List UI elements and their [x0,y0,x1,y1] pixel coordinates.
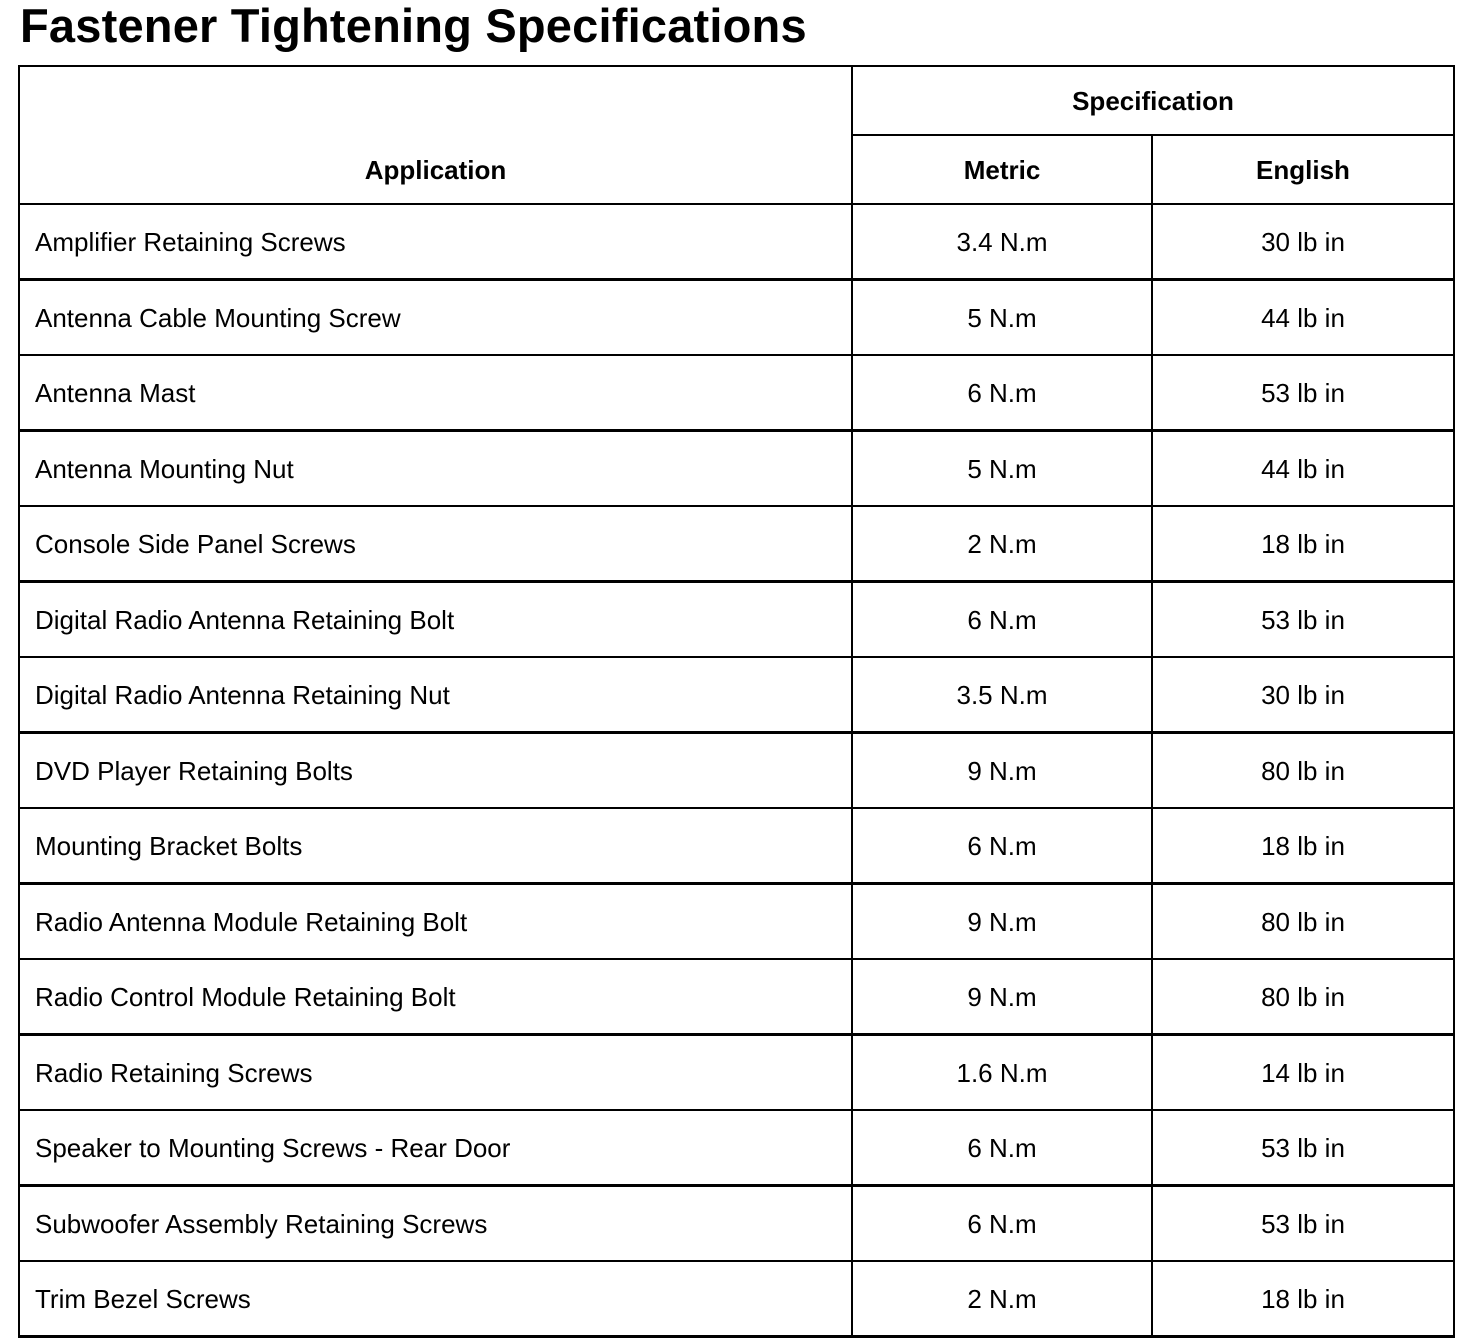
application-cell: Digital Radio Antenna Retaining Nut [19,657,852,733]
metric-value-cell: 5 N.m [852,431,1152,507]
table-row [19,355,1454,431]
metric-value-cell: 6 N.m [852,1110,1152,1186]
table-row [19,1186,1454,1262]
application-cell: Amplifier Retaining Screws [19,204,852,280]
table-row [19,506,1454,582]
table-row [19,1261,1454,1337]
metric-value-cell: 6 N.m [852,808,1152,884]
table-row [19,733,1454,809]
header-row-top [19,66,1454,135]
metric-value-cell: 1.6 N.m [852,1035,1152,1111]
table-row [19,431,1454,507]
english-value-cell: 80 lb in [1152,884,1454,960]
application-cell: Radio Retaining Screws [19,1035,852,1111]
application-cell: Antenna Mounting Nut [19,431,852,507]
table-row [19,1035,1454,1111]
metric-column-header: Metric [852,135,1152,204]
metric-value-cell: 3.4 N.m [852,204,1152,280]
metric-value-cell: 6 N.m [852,582,1152,658]
application-cell: Mounting Bracket Bolts [19,808,852,884]
english-value-cell: 53 lb in [1152,582,1454,658]
english-column-header: English [1152,135,1454,204]
english-value-cell: 44 lb in [1152,431,1454,507]
application-cell: Trim Bezel Screws [19,1261,852,1337]
application-cell: Speaker to Mounting Screws - Rear Door [19,1110,852,1186]
english-value-cell: 80 lb in [1152,959,1454,1035]
english-value-cell: 44 lb in [1152,280,1454,356]
english-value-cell: 30 lb in [1152,204,1454,280]
table-row [19,884,1454,960]
english-value-cell: 30 lb in [1152,657,1454,733]
metric-value-cell: 2 N.m [852,506,1152,582]
table-row [19,280,1454,356]
english-value-cell: 14 lb in [1152,1035,1454,1111]
application-cell: DVD Player Retaining Bolts [19,733,852,809]
application-cell: Console Side Panel Screws [19,506,852,582]
metric-value-cell: 6 N.m [852,355,1152,431]
english-value-cell: 53 lb in [1152,1186,1454,1262]
application-cell: Subwoofer Assembly Retaining Screws [19,1186,852,1262]
english-value-cell: 18 lb in [1152,506,1454,582]
metric-value-cell: 9 N.m [852,959,1152,1035]
specification-group-header: Specification [852,66,1454,135]
english-value-cell: 53 lb in [1152,1110,1454,1186]
page-title: Fastener Tightening Specifications [20,0,807,52]
application-column-header: Application [19,66,852,204]
metric-value-cell: 2 N.m [852,1261,1152,1337]
table-row [19,204,1454,280]
english-value-cell: 18 lb in [1152,1261,1454,1337]
table-row [19,808,1454,884]
table-header [19,66,1454,204]
metric-value-cell: 9 N.m [852,733,1152,809]
application-cell: Antenna Cable Mounting Screw [19,280,852,356]
english-value-cell: 53 lb in [1152,355,1454,431]
fastener-spec-table [18,65,1455,1338]
metric-value-cell: 6 N.m [852,1186,1152,1262]
english-value-cell: 18 lb in [1152,808,1454,884]
table-row [19,582,1454,658]
application-cell: Antenna Mast [19,355,852,431]
english-value-cell: 80 lb in [1152,733,1454,809]
metric-value-cell: 3.5 N.m [852,657,1152,733]
application-cell: Radio Antenna Module Retaining Bolt [19,884,852,960]
table-row [19,657,1454,733]
application-cell: Radio Control Module Retaining Bolt [19,959,852,1035]
table-row [19,1110,1454,1186]
metric-value-cell: 9 N.m [852,884,1152,960]
metric-value-cell: 5 N.m [852,280,1152,356]
table-body [19,204,1454,1337]
table-row [19,959,1454,1035]
application-cell: Digital Radio Antenna Retaining Bolt [19,582,852,658]
